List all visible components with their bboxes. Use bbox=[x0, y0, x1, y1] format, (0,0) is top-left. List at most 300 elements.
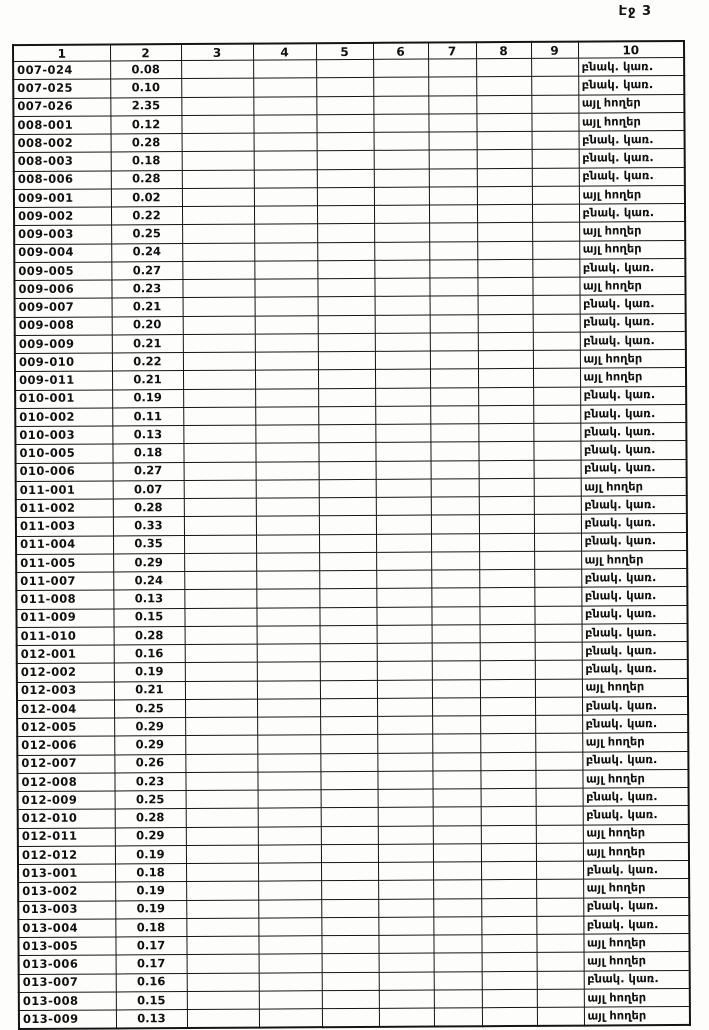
land-use-cell: այլ հողեր bbox=[583, 879, 689, 898]
land-use-cell: այլ հողեր bbox=[581, 477, 687, 496]
land-use-cell: այլ հողեր bbox=[584, 952, 690, 971]
empty-cell-8 bbox=[481, 807, 536, 826]
parcel-code-cell: 012-003 bbox=[17, 681, 114, 700]
empty-cell-8 bbox=[481, 934, 536, 953]
empty-cell-4 bbox=[258, 917, 321, 936]
empty-cell-4 bbox=[254, 151, 317, 170]
empty-cell-9 bbox=[534, 514, 581, 533]
empty-cell-8 bbox=[476, 77, 531, 96]
empty-cell-7 bbox=[432, 716, 480, 735]
empty-cell-5 bbox=[317, 224, 374, 243]
empty-cell-3 bbox=[186, 863, 258, 882]
empty-cell-4 bbox=[258, 826, 321, 845]
parcel-code-cell: 008-006 bbox=[14, 170, 111, 189]
empty-cell-5 bbox=[319, 479, 376, 498]
area-value-cell: 0.21 bbox=[112, 298, 183, 317]
empty-cell-5 bbox=[319, 589, 376, 608]
land-use-cell: բնակ. կառ. bbox=[582, 660, 688, 679]
parcel-code-cell: 009-010 bbox=[15, 353, 112, 372]
empty-cell-3 bbox=[186, 900, 258, 919]
area-value-cell: 0.19 bbox=[115, 845, 186, 864]
empty-cell-5 bbox=[319, 534, 376, 553]
parcel-code-cell: 009-001 bbox=[14, 189, 111, 208]
empty-cell-8 bbox=[482, 989, 537, 1008]
land-use-cell: այլ հողեր bbox=[583, 933, 689, 952]
area-value-cell: 0.25 bbox=[114, 699, 185, 718]
empty-cell-4 bbox=[254, 260, 317, 279]
land-use-cell: բնակ. կառ. bbox=[581, 514, 687, 533]
land-use-cell: բնակ. կառ. bbox=[579, 149, 685, 168]
empty-cell-6 bbox=[374, 187, 429, 206]
empty-cell-3 bbox=[185, 772, 257, 791]
land-use-cell: բնակ. կառ. bbox=[581, 568, 687, 587]
empty-cell-5 bbox=[320, 735, 377, 754]
empty-cell-8 bbox=[478, 296, 533, 315]
empty-cell-7 bbox=[429, 259, 477, 278]
empty-cell-6 bbox=[374, 223, 429, 242]
empty-cell-8 bbox=[476, 95, 531, 114]
empty-cell-6 bbox=[375, 333, 430, 352]
empty-cell-6 bbox=[377, 698, 432, 717]
empty-cell-9 bbox=[537, 1007, 584, 1026]
empty-cell-6 bbox=[374, 205, 429, 224]
parcel-code-cell: 012-011 bbox=[18, 827, 115, 846]
empty-cell-8 bbox=[479, 460, 534, 479]
land-use-cell: բնակ. կառ. bbox=[578, 57, 684, 76]
area-value-cell: 0.23 bbox=[114, 772, 185, 791]
empty-cell-6 bbox=[377, 625, 432, 644]
empty-cell-3 bbox=[184, 589, 256, 608]
empty-cell-7 bbox=[432, 643, 480, 662]
empty-cell-3 bbox=[184, 608, 256, 627]
empty-cell-6 bbox=[377, 661, 432, 680]
empty-cell-6 bbox=[375, 369, 430, 388]
empty-cell-9 bbox=[532, 277, 579, 296]
empty-cell-9 bbox=[534, 533, 581, 552]
empty-cell-8 bbox=[477, 277, 532, 296]
table-row bbox=[19, 1006, 690, 1028]
empty-cell-3 bbox=[181, 60, 253, 79]
empty-cell-7 bbox=[430, 332, 478, 351]
empty-cell-9 bbox=[536, 898, 583, 917]
empty-cell-6 bbox=[374, 169, 429, 188]
empty-cell-5 bbox=[317, 242, 374, 261]
area-value-cell: 0.29 bbox=[115, 827, 186, 846]
empty-cell-3 bbox=[183, 370, 255, 389]
empty-cell-9 bbox=[535, 752, 582, 771]
empty-cell-5 bbox=[322, 990, 379, 1009]
empty-cell-4 bbox=[253, 114, 316, 133]
parcel-code-cell: 013-005 bbox=[18, 937, 115, 956]
empty-cell-6 bbox=[379, 990, 434, 1009]
empty-cell-5 bbox=[319, 570, 376, 589]
parcel-code-cell: 007-026 bbox=[13, 97, 110, 116]
empty-cell-3 bbox=[185, 717, 257, 736]
empty-cell-3 bbox=[185, 626, 257, 645]
empty-cell-7 bbox=[432, 752, 480, 771]
land-use-cell: բնակ. կառ. bbox=[581, 495, 687, 514]
empty-cell-3 bbox=[181, 97, 253, 116]
area-value-cell: 0.19 bbox=[115, 882, 186, 901]
column-header-3: 3 bbox=[181, 44, 253, 61]
empty-cell-8 bbox=[478, 369, 533, 388]
empty-cell-7 bbox=[429, 186, 477, 205]
parcel-code-cell: 009-008 bbox=[15, 316, 112, 335]
empty-cell-4 bbox=[253, 60, 316, 79]
area-value-cell: 0.27 bbox=[113, 462, 184, 481]
area-value-cell: 0.28 bbox=[115, 809, 186, 828]
empty-cell-9 bbox=[536, 788, 583, 807]
empty-cell-7 bbox=[431, 497, 479, 516]
empty-cell-4 bbox=[255, 297, 318, 316]
empty-cell-9 bbox=[536, 861, 583, 880]
land-use-cell: այլ հողեր bbox=[579, 276, 685, 295]
empty-cell-8 bbox=[477, 241, 532, 260]
parcel-code-cell: 012-002 bbox=[17, 663, 114, 682]
empty-cell-9 bbox=[535, 697, 582, 716]
empty-cell-4 bbox=[253, 78, 316, 97]
column-header-8: 8 bbox=[476, 42, 531, 59]
column-header-5: 5 bbox=[316, 43, 373, 60]
empty-cell-7 bbox=[432, 661, 480, 680]
empty-cell-5 bbox=[318, 315, 375, 334]
empty-cell-6 bbox=[375, 424, 430, 443]
empty-cell-9 bbox=[532, 131, 579, 150]
empty-cell-3 bbox=[182, 261, 254, 280]
empty-cell-8 bbox=[476, 113, 531, 132]
empty-cell-3 bbox=[186, 881, 258, 900]
empty-cell-6 bbox=[378, 880, 433, 899]
empty-cell-5 bbox=[321, 789, 378, 808]
empty-cell-8 bbox=[481, 898, 536, 917]
empty-cell-9 bbox=[533, 441, 580, 460]
empty-cell-4 bbox=[257, 625, 320, 644]
empty-cell-5 bbox=[319, 607, 376, 626]
area-value-cell: 0.22 bbox=[111, 207, 182, 226]
empty-cell-3 bbox=[184, 571, 256, 590]
empty-cell-5 bbox=[318, 333, 375, 352]
empty-cell-8 bbox=[478, 405, 533, 424]
empty-cell-6 bbox=[375, 442, 430, 461]
empty-cell-6 bbox=[378, 807, 433, 826]
parcel-code-cell: 010-005 bbox=[15, 444, 112, 463]
empty-cell-7 bbox=[430, 314, 478, 333]
empty-cell-7 bbox=[429, 278, 477, 297]
parcel-code-cell: 011-001 bbox=[16, 481, 113, 500]
area-value-cell: 0.19 bbox=[112, 389, 183, 408]
page-number-label: Էջ 3 bbox=[618, 4, 652, 19]
empty-cell-7 bbox=[428, 95, 476, 114]
land-use-cell: այլ հողեր bbox=[578, 112, 684, 131]
empty-cell-4 bbox=[259, 954, 322, 973]
empty-cell-7 bbox=[428, 59, 476, 78]
column-header-4: 4 bbox=[253, 43, 316, 60]
empty-cell-6 bbox=[374, 278, 429, 297]
empty-cell-8 bbox=[478, 314, 533, 333]
empty-cell-6 bbox=[376, 534, 431, 553]
empty-cell-6 bbox=[378, 935, 433, 954]
empty-cell-3 bbox=[183, 297, 255, 316]
empty-cell-9 bbox=[533, 423, 580, 442]
parcel-code-cell: 011-005 bbox=[16, 554, 113, 573]
empty-cell-4 bbox=[255, 370, 318, 389]
empty-cell-9 bbox=[535, 660, 582, 679]
empty-cell-7 bbox=[432, 624, 480, 643]
empty-cell-8 bbox=[479, 496, 534, 515]
empty-cell-9 bbox=[532, 204, 579, 223]
land-use-cell: բնակ. կառ. bbox=[581, 459, 687, 478]
parcel-code-cell: 009-009 bbox=[15, 335, 112, 354]
empty-cell-6 bbox=[378, 917, 433, 936]
empty-cell-6 bbox=[377, 680, 432, 699]
parcel-code-cell: 009-004 bbox=[14, 243, 111, 262]
empty-cell-3 bbox=[187, 973, 259, 992]
empty-cell-7 bbox=[429, 241, 477, 260]
land-use-cell: բնակ. կառ. bbox=[581, 532, 687, 551]
empty-cell-3 bbox=[182, 243, 254, 262]
parcel-code-cell: 011-004 bbox=[16, 535, 113, 554]
land-use-cell: այլ հողեր bbox=[579, 185, 685, 204]
empty-cell-4 bbox=[259, 990, 322, 1009]
empty-cell-8 bbox=[479, 588, 534, 607]
land-use-cell: բնակ. կառ. bbox=[579, 203, 685, 222]
parcel-code-cell: 011-002 bbox=[16, 499, 113, 518]
area-value-cell: 0.35 bbox=[113, 535, 184, 554]
empty-cell-7 bbox=[433, 880, 481, 899]
empty-cell-5 bbox=[321, 917, 378, 936]
empty-cell-3 bbox=[182, 279, 254, 298]
empty-cell-5 bbox=[321, 881, 378, 900]
empty-cell-9 bbox=[533, 350, 580, 369]
empty-cell-9 bbox=[532, 186, 579, 205]
land-use-cell: բնակ. կառ. bbox=[579, 130, 685, 149]
land-parcel-table bbox=[12, 40, 691, 1030]
empty-cell-5 bbox=[320, 680, 377, 699]
area-value-cell: 0.24 bbox=[111, 243, 182, 262]
parcel-code-cell: 012-005 bbox=[17, 718, 114, 737]
empty-cell-4 bbox=[253, 96, 316, 115]
empty-cell-5 bbox=[317, 187, 374, 206]
empty-cell-8 bbox=[477, 223, 532, 242]
land-use-cell: բնակ. կառ. bbox=[580, 386, 686, 405]
empty-cell-8 bbox=[479, 606, 534, 625]
empty-cell-6 bbox=[373, 77, 428, 96]
empty-cell-5 bbox=[320, 771, 377, 790]
empty-cell-4 bbox=[256, 571, 319, 590]
empty-cell-5 bbox=[318, 351, 375, 370]
empty-cell-4 bbox=[258, 881, 321, 900]
empty-cell-6 bbox=[379, 972, 434, 991]
empty-cell-4 bbox=[256, 516, 319, 535]
area-value-cell: 0.24 bbox=[113, 572, 184, 591]
empty-cell-4 bbox=[256, 552, 319, 571]
empty-cell-8 bbox=[479, 533, 534, 552]
empty-cell-7 bbox=[429, 168, 477, 187]
column-header-7: 7 bbox=[428, 42, 476, 59]
parcel-code-cell: 012-004 bbox=[17, 700, 114, 719]
land-use-cell: բնակ. կառ. bbox=[580, 295, 686, 314]
empty-cell-8 bbox=[481, 916, 536, 935]
empty-cell-7 bbox=[431, 533, 479, 552]
empty-cell-3 bbox=[183, 389, 255, 408]
land-use-cell: այլ հողեր bbox=[582, 769, 688, 788]
empty-cell-8 bbox=[481, 880, 536, 899]
empty-cell-3 bbox=[182, 133, 254, 152]
empty-cell-5 bbox=[316, 96, 373, 115]
empty-cell-9 bbox=[534, 460, 581, 479]
parcel-code-cell: 012-009 bbox=[18, 791, 115, 810]
parcel-code-cell: 009-005 bbox=[14, 262, 111, 281]
empty-cell-6 bbox=[378, 899, 433, 918]
empty-cell-9 bbox=[534, 587, 581, 606]
empty-cell-4 bbox=[255, 425, 318, 444]
empty-cell-7 bbox=[431, 478, 479, 497]
parcel-code-cell: 011-008 bbox=[16, 590, 113, 609]
empty-cell-6 bbox=[375, 296, 430, 315]
empty-cell-6 bbox=[374, 150, 429, 169]
empty-cell-8 bbox=[480, 770, 535, 789]
parcel-code-cell: 010-001 bbox=[15, 389, 112, 408]
empty-cell-5 bbox=[318, 443, 375, 462]
empty-cell-7 bbox=[433, 862, 481, 881]
land-use-cell: բնակ. կառ. bbox=[581, 587, 687, 606]
empty-cell-7 bbox=[432, 679, 480, 698]
empty-cell-4 bbox=[258, 844, 321, 863]
empty-cell-7 bbox=[431, 460, 479, 479]
area-value-cell: 0.18 bbox=[111, 152, 182, 171]
empty-cell-4 bbox=[258, 863, 321, 882]
empty-cell-9 bbox=[534, 478, 581, 497]
empty-cell-3 bbox=[186, 936, 258, 955]
empty-cell-7 bbox=[430, 351, 478, 370]
area-value-cell: 0.13 bbox=[113, 590, 184, 609]
empty-cell-5 bbox=[316, 59, 373, 78]
empty-cell-9 bbox=[533, 387, 580, 406]
empty-cell-3 bbox=[185, 735, 257, 754]
empty-cell-5 bbox=[320, 662, 377, 681]
empty-cell-6 bbox=[377, 716, 432, 735]
empty-cell-8 bbox=[480, 661, 535, 680]
empty-cell-9 bbox=[534, 551, 581, 570]
land-use-cell: բնակ. կառ. bbox=[581, 605, 687, 624]
empty-cell-4 bbox=[255, 388, 318, 407]
empty-cell-9 bbox=[534, 569, 581, 588]
empty-cell-9 bbox=[533, 405, 580, 424]
parcel-code-cell: 012-012 bbox=[18, 846, 115, 865]
empty-cell-6 bbox=[375, 351, 430, 370]
empty-cell-6 bbox=[373, 114, 428, 133]
empty-cell-5 bbox=[318, 388, 375, 407]
column-header-1: 1 bbox=[13, 44, 110, 61]
empty-cell-8 bbox=[482, 953, 537, 972]
empty-cell-4 bbox=[256, 498, 319, 517]
empty-cell-7 bbox=[434, 953, 482, 972]
empty-cell-7 bbox=[429, 132, 477, 151]
land-use-cell: բնակ. կառ. bbox=[580, 404, 686, 423]
land-use-cell: բնակ. կառ. bbox=[580, 441, 686, 460]
empty-cell-5 bbox=[320, 698, 377, 717]
empty-cell-5 bbox=[321, 844, 378, 863]
land-use-cell: բնակ. կառ. bbox=[578, 76, 684, 95]
area-value-cell: 0.21 bbox=[114, 681, 185, 700]
empty-cell-9 bbox=[536, 843, 583, 862]
parcel-code-cell: 011-010 bbox=[17, 627, 114, 646]
empty-cell-8 bbox=[479, 551, 534, 570]
area-value-cell: 0.33 bbox=[113, 517, 184, 536]
empty-cell-5 bbox=[319, 497, 376, 516]
empty-cell-4 bbox=[255, 406, 318, 425]
empty-cell-9 bbox=[535, 770, 582, 789]
parcel-code-cell: 012-007 bbox=[17, 754, 114, 773]
empty-cell-6 bbox=[376, 552, 431, 571]
empty-cell-8 bbox=[481, 843, 536, 862]
land-use-cell: այլ հողեր bbox=[581, 550, 687, 569]
empty-cell-5 bbox=[318, 370, 375, 389]
empty-cell-7 bbox=[432, 734, 480, 753]
area-value-cell: 0.07 bbox=[113, 480, 184, 499]
empty-cell-8 bbox=[479, 478, 534, 497]
land-use-cell: բնակ. կառ. bbox=[583, 787, 689, 806]
empty-cell-8 bbox=[478, 332, 533, 351]
area-value-cell: 0.28 bbox=[111, 134, 182, 153]
area-value-cell: 0.27 bbox=[111, 261, 182, 280]
empty-cell-5 bbox=[317, 169, 374, 188]
empty-cell-9 bbox=[532, 259, 579, 278]
empty-cell-7 bbox=[433, 843, 481, 862]
empty-cell-7 bbox=[432, 697, 480, 716]
empty-cell-3 bbox=[186, 845, 258, 864]
empty-cell-8 bbox=[482, 971, 537, 990]
empty-cell-6 bbox=[374, 242, 429, 261]
parcel-code-cell: 009-006 bbox=[14, 280, 111, 299]
column-header-10: 10 bbox=[578, 41, 684, 58]
parcel-code-cell: 012-008 bbox=[17, 773, 114, 792]
empty-cell-3 bbox=[187, 991, 259, 1010]
parcel-code-cell: 008-001 bbox=[13, 116, 110, 135]
empty-cell-8 bbox=[480, 734, 535, 753]
empty-cell-9 bbox=[536, 879, 583, 898]
empty-cell-7 bbox=[430, 405, 478, 424]
empty-cell-3 bbox=[182, 224, 254, 243]
empty-cell-5 bbox=[321, 899, 378, 918]
area-value-cell: 0.28 bbox=[111, 170, 182, 189]
parcel-code-cell: 009-003 bbox=[14, 225, 111, 244]
empty-cell-4 bbox=[258, 899, 321, 918]
empty-cell-8 bbox=[477, 168, 532, 187]
empty-cell-3 bbox=[185, 699, 257, 718]
empty-cell-5 bbox=[320, 643, 377, 662]
empty-cell-4 bbox=[254, 206, 317, 225]
area-value-cell: 0.19 bbox=[114, 663, 185, 682]
parcel-code-cell: 008-002 bbox=[14, 134, 111, 153]
empty-cell-6 bbox=[376, 461, 431, 480]
empty-cell-4 bbox=[257, 698, 320, 717]
empty-cell-4 bbox=[256, 607, 319, 626]
area-value-cell: 0.22 bbox=[112, 353, 183, 372]
land-use-cell: բնակ. կառ. bbox=[583, 915, 689, 934]
land-use-cell: բնակ. կառ. bbox=[579, 167, 685, 186]
empty-cell-3 bbox=[183, 316, 255, 335]
empty-cell-6 bbox=[377, 643, 432, 662]
empty-cell-3 bbox=[185, 644, 257, 663]
empty-cell-4 bbox=[258, 936, 321, 955]
empty-cell-6 bbox=[378, 862, 433, 881]
empty-cell-9 bbox=[532, 222, 579, 241]
empty-cell-8 bbox=[480, 697, 535, 716]
empty-cell-5 bbox=[316, 114, 373, 133]
empty-cell-9 bbox=[536, 934, 583, 953]
empty-cell-6 bbox=[374, 132, 429, 151]
